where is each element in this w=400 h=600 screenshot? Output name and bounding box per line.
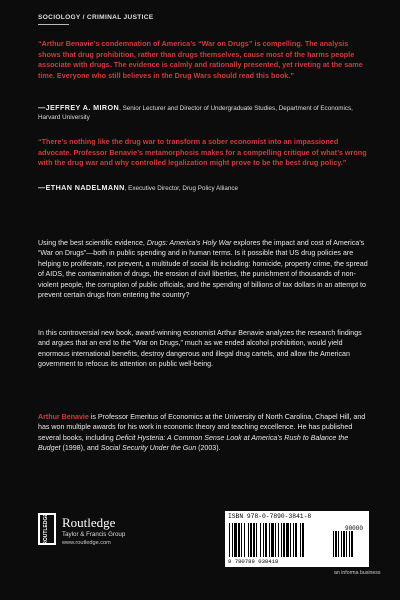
publisher-logo bbox=[38, 513, 198, 553]
bio-text: (1998), and bbox=[60, 444, 101, 453]
endorsement-quote-1: “Arthur Benavie’s condemnation of America’s “War on Drugs” is compelling. The analysis shows that drug prohibition, rather than drugs themselves, cause most of the harms people associate with drugs. The evidence is calmly and rationally presented, yet riveting at the same time. Everyone who still believes in the Drug Wars should read this book.” bbox=[38, 39, 363, 80]
isbn-barcode bbox=[225, 511, 369, 567]
isbn-number: ISBN 978-0-7890-3841-8 bbox=[228, 513, 312, 520]
publisher-tagline: an informa business bbox=[334, 570, 381, 576]
category-label: SOCIOLOGY / CRIMINAL JUSTICE bbox=[38, 14, 154, 21]
author-bio bbox=[38, 412, 368, 454]
endorser-name-1: —JEFFREY A. MIRON bbox=[38, 103, 120, 112]
svg-text:ROUTLEDGE: ROUTLEDGE bbox=[43, 513, 49, 545]
description-text: explores the impact and cost of America’s “War on Drugs”—both in public spending and in human terms. Is it possible that US drug policies are helping to proliferate, not prevent, a multitude of social ills including: homicide, property crime, the spread of AIDS, the contamination of drugs, the erosion of civil liberties, the punishment of thousands of non-violent people, the corruption of public officials, and the spending of billions of tax dollars in an attempt to prevent certain drugs from entering the country? bbox=[38, 239, 368, 300]
publisher-name: Routledge bbox=[62, 515, 116, 530]
description-text: Using the best scientific evidence, bbox=[38, 239, 147, 247]
endorser-affiliation-1: , Senior Lecturer and Director of Undergraduate Studies, Department of Economics, Harvard University bbox=[38, 105, 353, 121]
endorsement-attribution-2 bbox=[38, 184, 370, 194]
endorser-affiliation-2: , Executive Director, Drug Policy Alliance bbox=[124, 185, 239, 192]
bio-book-title-2: Social Security Under the Gun bbox=[100, 444, 197, 453]
endorser-name-2: —ETHAN NADELMANN bbox=[38, 183, 125, 192]
author-name: Arthur Benavie bbox=[38, 413, 89, 421]
price-code: 90000 bbox=[344, 525, 363, 532]
bio-text: (2003). bbox=[196, 444, 221, 453]
endorsement-attribution-1 bbox=[38, 104, 370, 122]
category-rule bbox=[38, 24, 69, 25]
description-paragraph-2: In this controversial new book, award-winning economist Arthur Benavie analyzes the research findings and argues that an end to the “War on Drugs,” much as we ended alcohol prohibition, would yield enormous international benefits, destroy dangerous and illegal drug cartels, and allow the American government to refocus its attention on public well-being. bbox=[38, 329, 362, 369]
bio-text: is Professor Emeritus of Economics at the University of North Carolina, Chapel Hill, and has won multiple awards for his work in economic theory and teaching excellence. He has published several books, including bbox=[38, 413, 366, 442]
publisher-group: Taylor & Francis Group bbox=[62, 531, 126, 538]
bio-book-title-1: Deficit Hysteria: A Common Sense Look at America’s Rush to Balance the Budget bbox=[38, 433, 349, 453]
routledge-logo-icon bbox=[38, 513, 56, 545]
description-paragraph-1 bbox=[38, 238, 368, 300]
ean-digits: 9 780789 038418 bbox=[228, 558, 279, 565]
endorsement-quote-2: “There’s nothing like the drug war to transform a sober economist into an impassioned advocate. Professor Benavie’s metamorphosis makes for a compelling critique of what’s wrong with the drug war and why controlled legalization might prove to be the best drug policy.” bbox=[38, 137, 367, 167]
publisher-url: www.routledge.com bbox=[62, 540, 111, 546]
book-title: Drugs: America’s Holy War bbox=[146, 239, 232, 247]
